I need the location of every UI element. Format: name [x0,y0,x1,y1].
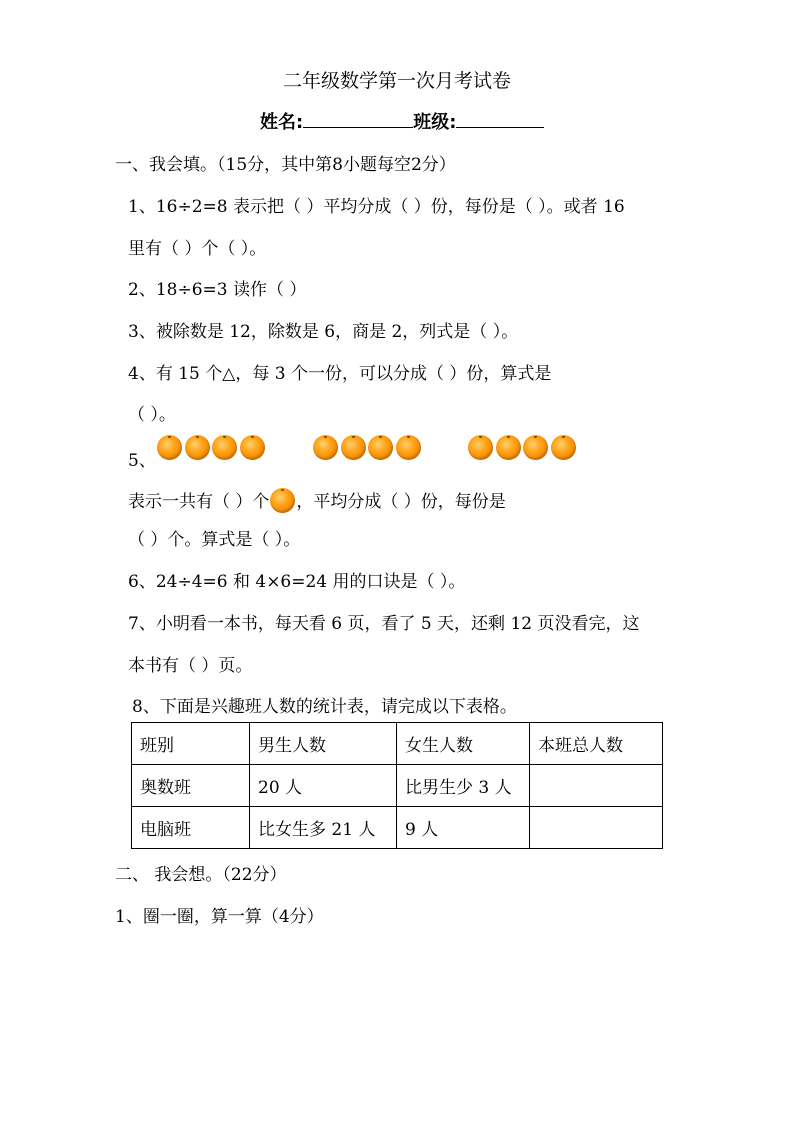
table-cell: 9 人 [397,807,530,849]
table-cell: 20 人 [250,765,397,807]
q6: 6、24÷4=6 和 4×6=24 用的口诀是（ ）。 [128,572,466,592]
orange-icon [185,435,210,460]
q7-line1: 7、小明看一本书，每天看 6 页，看了 5 天，还剩 12 页没看完，这 [128,614,640,634]
page-title: 二年级数学第一次月考试卷 [282,70,511,92]
orange-icon [551,435,576,460]
class-blank[interactable] [456,113,544,128]
orange-icon [341,435,366,460]
orange-group-3 [468,435,578,460]
table-header-cell: 男生人数 [250,723,397,765]
interest-class-table [131,722,663,849]
orange-icon [313,435,338,460]
table-answer-cell[interactable] [530,765,663,807]
table-row [132,765,663,807]
orange-icon [368,435,393,460]
orange-icon [212,435,237,460]
student-info-line [260,108,544,134]
table-header-row [132,723,663,765]
orange-icon [523,435,548,460]
table-cell: 奥数班 [132,765,250,807]
s2-q1: 1、圈一圈，算一算（4分） [115,907,324,927]
orange-icon [396,435,421,460]
q5-line2-part2: ，平均分成（ ）份，每份是 [296,492,506,512]
q2: 2、18÷6=3 读作（ ） [128,280,307,300]
section1-heading: 一、我会填。（15分，其中第8小题每空2分） [115,155,456,175]
q5-line2 [128,487,506,517]
q4-line1: 4、有 15 个△，每 3 个一份，可以分成（ ）份，算式是 [128,364,552,384]
orange-icon [270,488,295,513]
table-cell: 电脑班 [132,807,250,849]
q8-text: 8、下面是兴趣班人数的统计表，请完成以下表格。 [132,697,517,717]
q5-line2-part1: 表示一共有（ ）个 [128,492,270,512]
name-label: 姓名: [260,112,304,133]
orange-group-1 [157,435,267,460]
q5-line3: （ ）个。算式是（ ）。 [128,530,301,550]
table-header-cell: 本班总人数 [530,723,663,765]
table-cell: 比女生多 21 人 [250,807,397,849]
q1-line1: 1、16÷2=8 表示把（ ）平均分成（ ）份，每份是（ ）。或者 16 [128,197,625,217]
table-cell: 比男生少 3 人 [397,765,530,807]
orange-icon [157,435,182,460]
table-header-cell: 班别 [132,723,250,765]
table-header-cell: 女生人数 [397,723,530,765]
name-blank[interactable] [303,113,413,128]
section2-heading: 二、 我会想。（22分） [115,865,287,885]
orange-icon [496,435,521,460]
q1-line2: 里有（ ）个（ ）。 [128,239,267,259]
table-row [132,807,663,849]
q3: 3、被除数是 12，除数是 6，商是 2，列式是（ ）。 [128,322,519,342]
table-answer-cell[interactable] [530,807,663,849]
q7-line2: 本书有（ ）页。 [128,656,253,676]
class-label: 班级: [413,112,457,133]
orange-icon [240,435,265,460]
q4-line2: （ ）。 [128,405,176,425]
q5-label: 5、 [128,451,156,471]
orange-group-2 [313,435,423,460]
orange-icon [468,435,493,460]
